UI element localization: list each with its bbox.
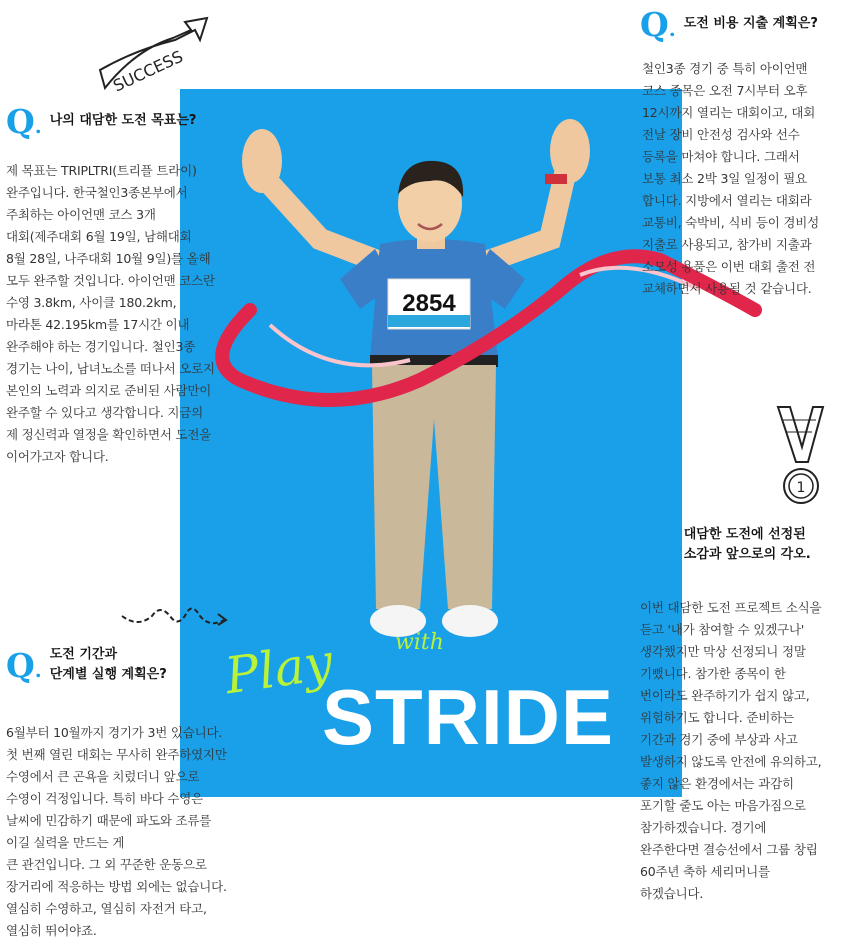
medal-doodle xyxy=(768,402,833,512)
section4-header xyxy=(640,525,811,565)
section3-header xyxy=(6,645,167,685)
section2-title: 도전 비용 지출 계획은? xyxy=(683,16,818,32)
section4-title: 대담한 도전에 선정된 소감과 앞으로의 각오. xyxy=(683,527,811,563)
section1-header xyxy=(6,102,197,141)
section4-body: 이번 대담한 도전 프로젝트 소식을 듣고 '내가 참여할 수 있겠구나' 생각했지만 막상 선정되니 정말 기뻤니다. 참가한 종목이 한 번이라도 완주하기가 쉽지 않고, 위험하기도 합니다. 준비하는 기간과 경기 중에 부상과 사고 발생하지 않도록 안전에 유의하고, 좋지 않은 환경에서는 과감히 포기할 줄도 아는 마음가짐으로 참가하겠습니다. 경기에 완주한다면 결승선에서 그룹 창립 60주년 축하 세리머니를 하겠습니다. xyxy=(640,600,822,901)
stride-lettering: STRIDE xyxy=(322,673,615,761)
section1-body: 제 목표는 TRIPLTRI(트리플 트라이) 완주입니다. 한국철인3종본부에서 주최하는 아이언맨 코스 3개 대회(제주대회 6월 19일, 남해대회 8월 28일, 나주대회 10월 9일)를 올해 모두 완주할 것입니다. 아이언맨 코스란 수영 3.8km, 사이클 180.2km, 마라톤 42.195km를 17시간 이내 완주해야 하는 경기입니다. 철인3종 경기는 나이, 남녀노소를 떠나서 오로지 본인의 노력과 의지로 준비된 사람만이 완주할 수 있다고 생각합니다. 지금의 제 정신력과 열정을 확인하면서 도전을 이어가고자 합니다. xyxy=(6,163,215,464)
q-mark: Q. xyxy=(640,5,676,44)
section2-header xyxy=(640,5,818,44)
bib-number: 2854 xyxy=(402,290,456,317)
medal-number: 1 xyxy=(796,480,806,496)
with-lettering: with xyxy=(395,630,444,655)
section3-body: 6월부터 10월까지 경기가 3번 있습니다. 첫 번째 열린 대회는 무사히 완주하였지만 수영에서 큰 곤욕을 치렀더니 앞으로 수영이 걱정입니다. 특히 바다 수영은 날씨에 민감하기 때문에 파도와 조류를 이길 실력을 만드는 게 큰 관건입니다. 그 외 꾸준한 운동으로 장거리에 적응하는 방법 외에는 없습니다. 열심히 수영하고, 열심히 자전거 타고, 열심히 뛰어야죠. xyxy=(6,725,227,938)
play-lettering: Play xyxy=(221,632,337,706)
success-text: SUCCESS xyxy=(110,46,186,96)
success-banner-doodle xyxy=(95,10,215,100)
q-mark: Q. xyxy=(640,525,676,565)
section2-body: 철인3종 경기 중 특히 아이언맨 코스 종목은 오전 7시부터 오후 12시까지 열리는 대회이고, 대회 전날 장비 안전성 검사와 선수 등록을 마쳐야 합니다. 그래서 보통 최소 2박 3일 일정이 필요 합니다. 지방에서 열리는 대회라 교통비, 숙박비, 식비 등이 경비성 지출로 사용되고, 참가비 지출과 소모성 용품은 이번 대회 출전 전 교체하면서 사용될 것 같습니다. xyxy=(642,61,820,296)
q-mark: Q. xyxy=(6,645,42,685)
squiggle-arrow-doodle xyxy=(120,598,230,638)
section3-title: 도전 기간과 단계별 실행 계획은? xyxy=(49,647,167,683)
section1-title: 나의 대담한 도전 목표는? xyxy=(49,113,197,129)
q-mark: Q. xyxy=(6,102,42,141)
